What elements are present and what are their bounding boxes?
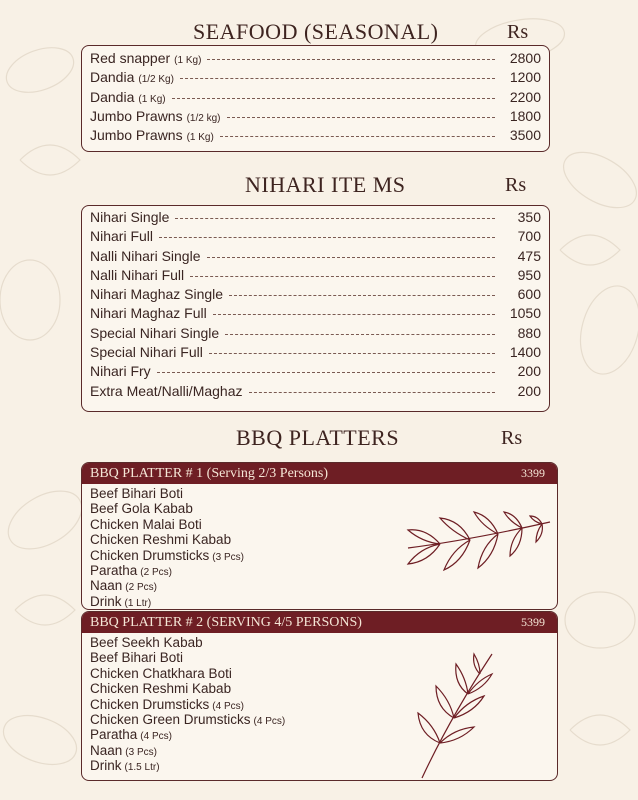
platter-item-name: Chicken Green Drumsticks [90, 711, 251, 727]
item-quantity: (1 Kg) [174, 55, 202, 66]
nihari-price-box [81, 205, 550, 412]
dotted-leader [175, 218, 495, 219]
dotted-leader [207, 257, 496, 258]
menu-item-row [90, 69, 541, 88]
platter-item-quantity: (3 Pcs) [125, 746, 157, 758]
platter-item-quantity: (4 Pcs) [253, 715, 286, 727]
item-price: 1400 [509, 344, 541, 361]
platter-price: 3399 [521, 466, 545, 480]
dotted-leader [207, 59, 495, 60]
item-name: Nalli Nihari Single [90, 247, 201, 264]
item-price: 2800 [509, 50, 541, 66]
platter-title: BBQ PLATTER # 1 (Serving 2/3 Persons) [90, 465, 328, 481]
section-title: NIHARI ITE MS [245, 172, 406, 197]
platter-item-quantity: (4 Pcs) [212, 700, 244, 712]
currency-header: Rs [507, 21, 529, 43]
platter-item-name: Chicken Drumsticks [90, 547, 210, 563]
item-price: 475 [517, 247, 541, 264]
item-name: Jumbo Prawns [90, 127, 183, 144]
platter-title: BBQ PLATTER # 2 (SERVING 4/5 PERSONS) [90, 614, 362, 630]
platter-item-name: Beef Gola Kabab [90, 501, 193, 517]
dotted-leader [159, 237, 495, 238]
menu-item-row [90, 89, 541, 108]
platter-item-name: Paratha [90, 727, 138, 743]
menu-item-row [90, 228, 541, 247]
item-name: Nalli Nihari Full [90, 266, 185, 283]
item-name: Extra Meat/Nalli/Maghaz [90, 382, 243, 399]
menu-item-row [90, 305, 541, 324]
platter-item-name: Beef Bihari Boti [90, 650, 184, 666]
dotted-leader [172, 98, 495, 99]
item-name: Nihari Single [90, 209, 170, 225]
leaf-illustration-icon [400, 510, 555, 590]
item-name: Dandia [90, 69, 135, 86]
section-title: BBQ PLATTERS [236, 425, 400, 450]
platter-price: 5399 [521, 615, 545, 629]
item-quantity: (1 Kg) [186, 132, 214, 144]
item-name: Special Nihari Full [90, 344, 203, 361]
platter-item-quantity: (1 Ltr) [124, 597, 152, 609]
seafood-price-box [81, 45, 550, 152]
item-price: 880 [517, 324, 541, 341]
item-name: Red snapper [90, 50, 171, 66]
item-price: 1050 [509, 305, 541, 322]
menu-item-row [90, 286, 541, 305]
menu-item-row [90, 108, 541, 127]
platter-item-quantity: (3 Pcs) [212, 551, 244, 563]
item-price: 3500 [509, 127, 541, 144]
platter-item-quantity: (2 Pcs) [140, 566, 172, 578]
platter-item-name: Chicken Reshmi Kabab [90, 532, 232, 548]
dotted-leader [157, 372, 495, 373]
menu-item-row [90, 383, 541, 402]
menu-item-row [90, 363, 541, 382]
dotted-leader [213, 314, 495, 315]
dotted-leader [220, 136, 495, 137]
menu-item-row [90, 344, 541, 363]
menu-item-row [90, 50, 541, 69]
item-name: Nihari Fry [90, 363, 151, 380]
item-price: 350 [517, 209, 541, 225]
item-name: Nihari Maghaz Single [90, 286, 224, 303]
item-name: Special Nihari Single [90, 324, 220, 341]
dotted-leader [225, 334, 495, 335]
platter-item-name: Paratha [90, 562, 138, 578]
dotted-leader [227, 117, 496, 118]
item-name: Jumbo Prawns [90, 107, 183, 124]
menu-item-row [90, 325, 541, 344]
platter-item-quantity: (2 Pcs) [125, 582, 157, 594]
platter-item-name: Naan [90, 742, 123, 758]
platter-item [90, 486, 557, 501]
platter-item-name: Chicken Malai Boti [90, 516, 202, 532]
platter-header [82, 463, 557, 484]
menu-item-row [90, 248, 541, 267]
platter-item-name: Chicken Reshmi Kabab [90, 681, 232, 697]
platter-item-name: Beef Bihari Boti [90, 486, 184, 501]
item-name: Dandia [90, 88, 135, 105]
dotted-leader [180, 78, 495, 79]
platter-header [82, 612, 557, 633]
menu-item-row [90, 267, 541, 286]
item-price: 950 [517, 266, 541, 283]
platter-item-name: Chicken Chatkhara Boti [90, 665, 232, 681]
item-price: 1800 [509, 107, 541, 124]
item-quantity: (1/2 Kg) [138, 74, 174, 86]
leaf-illustration-icon [410, 648, 500, 783]
menu-item-row [90, 127, 541, 146]
menu-item-row [90, 209, 541, 228]
item-price: 200 [517, 363, 541, 380]
platter-item-quantity: (1.5 Ltr) [124, 762, 160, 774]
item-price: 2200 [509, 88, 541, 105]
platter-item-name: Chicken Drumsticks [90, 696, 210, 712]
dotted-leader [249, 392, 495, 393]
currency-header: Rs [505, 174, 527, 196]
item-name: Nihari Maghaz Full [90, 305, 207, 322]
item-price: 700 [517, 228, 541, 245]
platter-item-name: Drink [90, 593, 122, 609]
item-price: 1200 [509, 69, 541, 86]
platter-item-name: Naan [90, 578, 123, 594]
item-quantity: (1/2 kg) [186, 112, 221, 124]
platter-item-name: Drink [90, 758, 122, 774]
item-price: 200 [517, 382, 541, 399]
currency-header: Rs [501, 427, 523, 449]
dotted-leader [209, 353, 495, 354]
item-quantity: (1 Kg) [138, 93, 166, 105]
item-price: 600 [517, 286, 541, 303]
platter-item [90, 594, 557, 609]
platter-item-name: Beef Seekh Kabab [90, 635, 203, 650]
platter-item-quantity: (4 Pcs) [140, 731, 172, 743]
item-name: Nihari Full [90, 228, 154, 245]
dotted-leader [190, 276, 495, 277]
section-title: SEAFOOD (SEASONAL) [193, 19, 439, 44]
dotted-leader [229, 295, 495, 296]
